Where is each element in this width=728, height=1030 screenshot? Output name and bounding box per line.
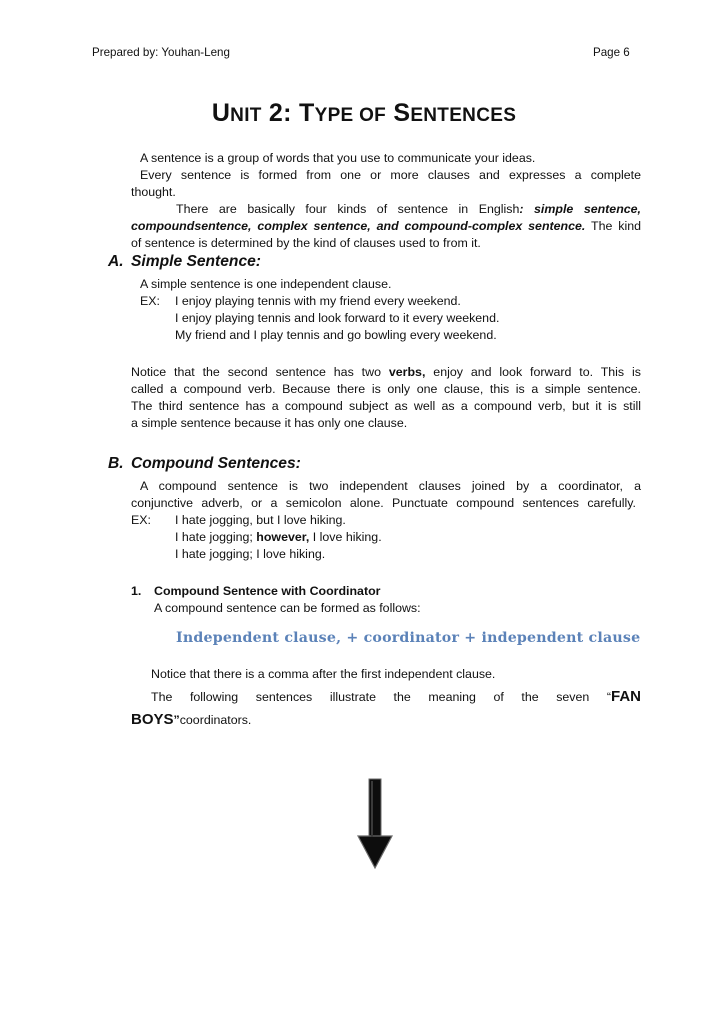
section-a-example: I enjoy playing tennis with my friend every weekend. xyxy=(175,294,461,308)
section-a-heading: Simple Sentence: xyxy=(131,253,261,270)
section-a-definition: A simple sentence is one independent clause. xyxy=(140,277,392,291)
intro-line-1: A sentence is a group of words that you use to communicate your ideas. xyxy=(140,151,536,165)
section-b-letter: B. xyxy=(108,455,124,472)
section-b-definition-line-2: conjunctive adverb, or a semicolon alone. Punctuate compound sentences carefully. xyxy=(131,496,636,510)
down-arrow-svg xyxy=(357,778,393,870)
intro-line-5: compoundsentence, complex sentence, and compound-complex sentence. The kind xyxy=(131,219,641,233)
section-b-example: I hate jogging; I love hiking. xyxy=(175,547,326,561)
intro-line-6: of sentence is determined by the kind of clauses used to from it. xyxy=(131,236,481,250)
intro-line-2: Every sentence is formed from one or more clauses and expresses a complete xyxy=(140,168,641,182)
section-a-notice-line-2: called a compound verb. Because there is only one clause, this is a simple sentence. xyxy=(131,382,641,396)
section-a-notice-line-1: Notice that the second sentence has two verbs, enjoy and look forward to. This is xyxy=(131,365,641,379)
section-a-example: I enjoy playing tennis and look forward to it every weekend. xyxy=(175,311,500,325)
section-b-ex-label: EX: xyxy=(131,513,151,527)
formula-line: Independent clause, + coordinator + independent clause xyxy=(176,630,641,646)
intro-line-3: thought. xyxy=(131,185,176,199)
subsection-1-title: Compound Sentence with Coordinator xyxy=(154,584,381,598)
down-arrow-icon xyxy=(357,778,393,870)
section-b-notice-3: BOYS”coordinators. xyxy=(131,711,252,728)
section-b-example: I hate jogging, but I love hiking. xyxy=(175,513,346,527)
section-a-ex-label: EX: xyxy=(140,294,160,308)
section-b-notice-1: Notice that there is a comma after the first independent clause. xyxy=(151,667,496,681)
section-a-notice-line-3: The third sentence has a compound subject as well as a compound verb, but it is still xyxy=(131,399,641,413)
section-b-heading: Compound Sentences: xyxy=(131,455,301,472)
header-page-number: Page 6 xyxy=(593,46,630,59)
subsection-1-line: A compound sentence can be formed as follows: xyxy=(154,601,421,615)
section-a-example: My friend and I play tennis and go bowling every weekend. xyxy=(175,328,497,342)
section-a-notice-line-4: a simple sentence because it has only one clause. xyxy=(131,416,408,430)
header-prepared-by: Prepared by: Youhan-Leng xyxy=(92,46,230,59)
page-title: UNIT 2: TYPE OF SENTENCES xyxy=(211,99,517,127)
section-a-letter: A. xyxy=(108,253,124,270)
intro-line-4: There are basically four kinds of sentence in English: simple sentence, xyxy=(176,202,641,216)
section-b-example: I hate jogging; however, I love hiking. xyxy=(175,530,382,544)
section-b-notice-2: The following sentences illustrate the meaning of the seven “FAN xyxy=(151,688,641,705)
section-b-definition-line-1: A compound sentence is two independent clauses joined by a coordinator, a xyxy=(140,479,641,493)
subsection-1-number: 1. xyxy=(131,584,142,598)
